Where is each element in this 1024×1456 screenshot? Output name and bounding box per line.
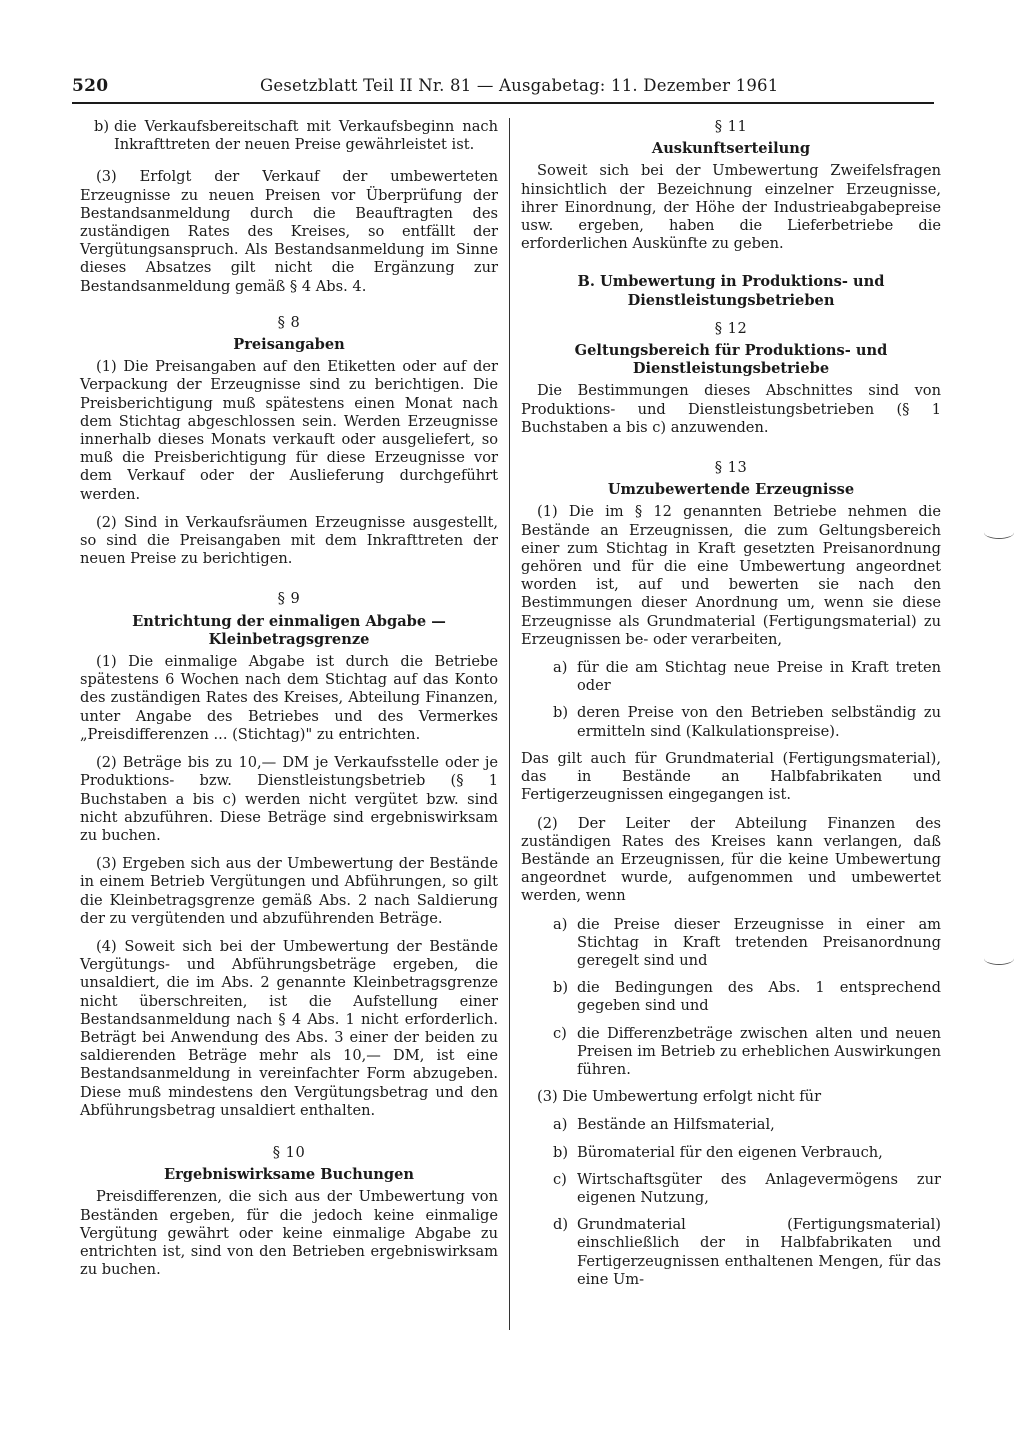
item-text: die Preise dieser Erzeugnisse in einer am Stichtag in Kraft tretenden Preisanordnung geregelt sind und (577, 915, 941, 969)
paragraph: Soweit sich bei der Umbewertung Zweifelsfragen hinsichtlich der Bezeichnung einzelner Erzeugnisse, ihrer Einordnung, der Höhe der Industrieabgabepreise usw. ergeben, haben die Lieferbetriebe die erforderlichen Auskünfte zu geben. (521, 162, 941, 253)
section-title: Entrichtung der einmaligen Abgabe — Kleinbetragsgrenze (132, 612, 446, 648)
item-label: b) (553, 1143, 569, 1161)
section-title: Ergebniswirksame Buchungen (163, 1166, 415, 1184)
item-text: Bestände an Hilfsmaterial, (577, 1116, 775, 1134)
section-title: Auskunftserteilung (651, 140, 811, 158)
item-label: b) (553, 979, 569, 997)
item-label: a) (553, 659, 568, 677)
list-item (521, 979, 941, 1015)
part-title: B. Umbewertung in Produktions- und Dienstleistungsbetrieben (577, 273, 885, 309)
item-label: d) (553, 1216, 569, 1234)
paragraph: (2) Beträge bis zu 10,— DM je Verkaufsstelle oder je Produktions- bzw. Dienstleistungsbetrieb (§ 1 Buchstaben a bis c) werden nicht vergütet bzw. sind nicht abzuführen. Diese Beträge sind ergebniswirksam zu buchen. (80, 754, 498, 844)
list-item (521, 1216, 941, 1289)
item-text: die Verkaufsbereitschaft mit Verkaufsbeginn nach Inkrafttreten der neuen Preise gewährleistet ist. (114, 118, 498, 154)
list-item (521, 1171, 941, 1207)
right-column (521, 118, 941, 1298)
paragraph: (2) Der Leiter der Abteilung Finanzen des zuständigen Rates des Kreises kann verlangen, daß Bestände an Erzeugnissen, für die keine Umbewertung angeordnet wurde, aufgenommen und umbewertet werden, wenn (521, 814, 941, 905)
margin-mark (984, 526, 1014, 539)
paragraph: (3) Ergeben sich aus der Umbewertung der Bestände in einem Betrieb Vergütungen und Abführungen, so gilt die Kleinbetragsgrenze gemäß Abs. 2 nach Saldierung der zu vergütenden und abzuführenden Beträge. (80, 855, 498, 927)
header-title: Gesetzblatt Teil II Nr. 81 — Ausgabetag: 11. Dezember 1961 (260, 76, 779, 95)
page-number: 520 (72, 76, 109, 96)
item-label: b) (94, 118, 110, 135)
list-item (521, 1144, 941, 1162)
section-number: § 12 (714, 319, 748, 337)
paragraph: (3) Die Umbewertung erfolgt nicht für (537, 1088, 822, 1106)
paragraph: (1) Die Preisangaben auf den Etiketten oder auf der Verpackung der Erzeugnisse sind zu berichtigen. Die Preisberichtigung muß spätestens einen Monat nach dem Stichtag abgeschlossen sein. Werden Erzeugnisse innerhalb dieses Monats verkauft oder ausgeliefert, so muß die Preisberichtigung für diese Erzeugnisse vor dem Verkauf oder der Auslieferung durchgeführt werden. (80, 358, 498, 503)
section-number: § 13 (714, 459, 748, 477)
list-item (521, 1025, 941, 1080)
list-item (521, 659, 941, 695)
paragraph: (3) Erfolgt der Verkauf der umbewerteten Erzeugnisse zu neuen Preisen vor Überprüfung der Bestandsanmeldung durch die Beauftragten des zuständigen Rates des Kreises, so entfällt der Vergütungsanspruch. Als Bestandsanmeldung im Sinne dieses Absatzes gilt nicht die Ergänzung zur Bestandsanmeldung gemäß § 4 Abs. 4. (80, 168, 498, 295)
paragraph: Preisdifferenzen, die sich aus der Umbewertung von Beständen ergeben, für die jedoch keine einmalige Vergütung gewährt oder keine einmalige Abgabe zu entrichten ist, sind von den Betrieben ergebniswirksam zu buchen. (80, 1188, 498, 1279)
item-text: für die am Stichtag neue Preise in Kraft treten oder (577, 659, 941, 695)
section-number: § 9 (277, 590, 301, 608)
item-label: c) (553, 1170, 567, 1188)
list-item (80, 118, 498, 154)
section-number: § 8 (277, 313, 301, 331)
page-header (72, 76, 934, 104)
item-label: b) (553, 704, 569, 722)
section-number: § 11 (714, 118, 748, 135)
section-title: Umzubewertende Erzeugnisse (607, 481, 855, 499)
list-item (521, 916, 941, 971)
paragraph: (2) Sind in Verkaufsräumen Erzeugnisse ausgestellt, so sind die Preisangaben mit dem Inkrafttreten der neuen Preise zu berichtigen. (80, 513, 498, 568)
paragraph: (4) Soweit sich bei der Umbewertung der Bestände Vergütungs- und Abführungsbeträge ergeben, die unsaldiert, die im Abs. 2 genannte Kleinbetragsgrenze nicht überschreiten, ist die Aufstellung einer Bestandsanmeldung nach § 4 Abs. 1 nicht erforderlich. Beträgt bei Anwendung des Abs. 3 einer der beiden zu saldierenden Beträge mehr als 10,— DM, ist eine Bestandsanmeldung in vereinfachter Form abzugeben. Diese muß mindestens den Vergütungsbetrag und den Abführungsbetrag unsaldiert enthalten. (80, 937, 498, 1119)
section-title: Preisangaben (233, 336, 345, 354)
item-text: Büromaterial für den eigenen Verbrauch, (577, 1143, 883, 1161)
item-label: c) (553, 1024, 567, 1042)
section-title: Geltungsbereich für Produktions- und Dienstleistungsbetriebe (574, 342, 888, 378)
paragraph: Die Bestimmungen dieses Abschnittes sind von Produktions- und Dienstleistungsbetrieben (§ 1 Buchstaben a bis c) anzuwenden. (521, 382, 941, 436)
item-text: Grundmaterial (Fertigungsmaterial) einschließlich der in Halbfabrikaten und Fertigerzeugnissen enthaltenen Mengen, für das eine Um- (577, 1216, 941, 1288)
column-divider (509, 118, 510, 1330)
item-text: deren Preise von den Betrieben selbständig zu ermitteln sind (Kalkulationspreise). (577, 704, 941, 740)
item-label: a) (553, 915, 568, 933)
paragraph: Das gilt auch für Grundmaterial (Fertigungsmaterial), das in Bestände an Halbfabrikaten und Fertigerzeugnissen eingegangen ist. (521, 749, 941, 804)
list-item (521, 1116, 941, 1134)
item-text: die Differenzbeträge zwischen alten und neuen Preisen im Betrieb zu erheblichen Auswirkungen führen. (577, 1024, 941, 1078)
item-text: die Bedingungen des Abs. 1 entsprechend gegeben sind und (577, 979, 941, 1015)
list-item (521, 704, 941, 740)
section-number: § 10 (272, 1143, 306, 1161)
left-column (80, 118, 498, 1289)
paragraph: (1) Die einmalige Abgabe ist durch die Betriebe spätestens 6 Wochen nach dem Stichtag auf das Konto des zuständigen Rates des Kreises, Abteilung Finanzen, unter Angabe des Betriebes und des Vermerkes „Preisdifferenzen ... (Stichtag)" zu entrichten. (80, 653, 498, 743)
paragraph: (1) Die im § 12 genannten Betriebe nehmen die Bestände an Erzeugnissen, die zum Geltungsbereich einer zum Stichtag in Kraft gesetzten Preisanordnung gehören und für die eine Umbewertung angeordnet worden ist, auf und bewerten sie nach den Bestimmungen dieser Anordnung um, wenn sie diese Erzeugnisse als Grundmaterial (Fertigungsmaterial) zu Erzeugnissen be- oder verarbeiten, (521, 503, 941, 648)
item-label: a) (553, 1116, 568, 1134)
item-text: Wirtschaftsgüter des Anlagevermögens zur eigenen Nutzung, (577, 1170, 941, 1206)
margin-mark (984, 952, 1014, 965)
